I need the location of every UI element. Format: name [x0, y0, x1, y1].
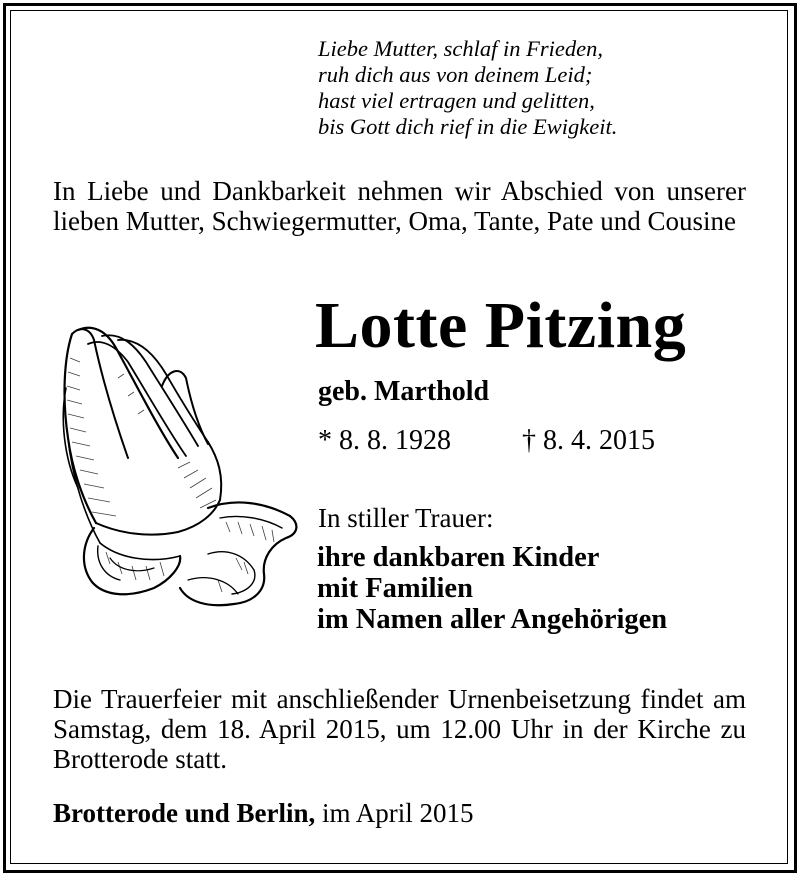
deceased-name: Lotte Pitzing [315, 289, 687, 362]
funeral-notice: Die Trauerfeier mit anschließender Urnenbeisetzung findet am Samstag, dem 18. April 2015, um 12.00 Uhr in der Kirche zu Brotterode statt. [53, 684, 746, 774]
praying-hands-icon [58, 318, 304, 624]
mourner-line: ihre dankbaren Kinder [317, 542, 600, 573]
poem-line: Liebe Mutter, schlaf in Frieden, [318, 36, 603, 61]
mourner-line: im Namen aller Angehörigen [317, 604, 668, 635]
signoff [53, 797, 474, 829]
poem [318, 36, 617, 140]
birth-name: geb. Marthold [318, 376, 490, 407]
birth-date: * 8. 8. 1928 [318, 425, 451, 456]
poem-line: bis Gott dich rief in die Ewigkeit. [318, 114, 618, 139]
mourners-list [317, 542, 667, 635]
death-date: † 8. 4. 2015 [522, 425, 655, 456]
poem-line: ruh dich aus von deinem Leid; [318, 62, 593, 87]
mourner-line: mit Familien [317, 573, 473, 604]
poem-line: hast viel ertragen und gelitten, [318, 88, 595, 113]
intro-text: In Liebe und Dankbarkeit nehmen wir Abschied von unserer lieben Mutter, Schwiegermutter, Oma, Tante, Pate und Cousine [53, 176, 746, 236]
signoff-place: Brotterode und Berlin, [53, 798, 316, 828]
mourning-intro: In stiller Trauer: [318, 503, 494, 533]
signoff-date: im April 2015 [322, 798, 474, 828]
